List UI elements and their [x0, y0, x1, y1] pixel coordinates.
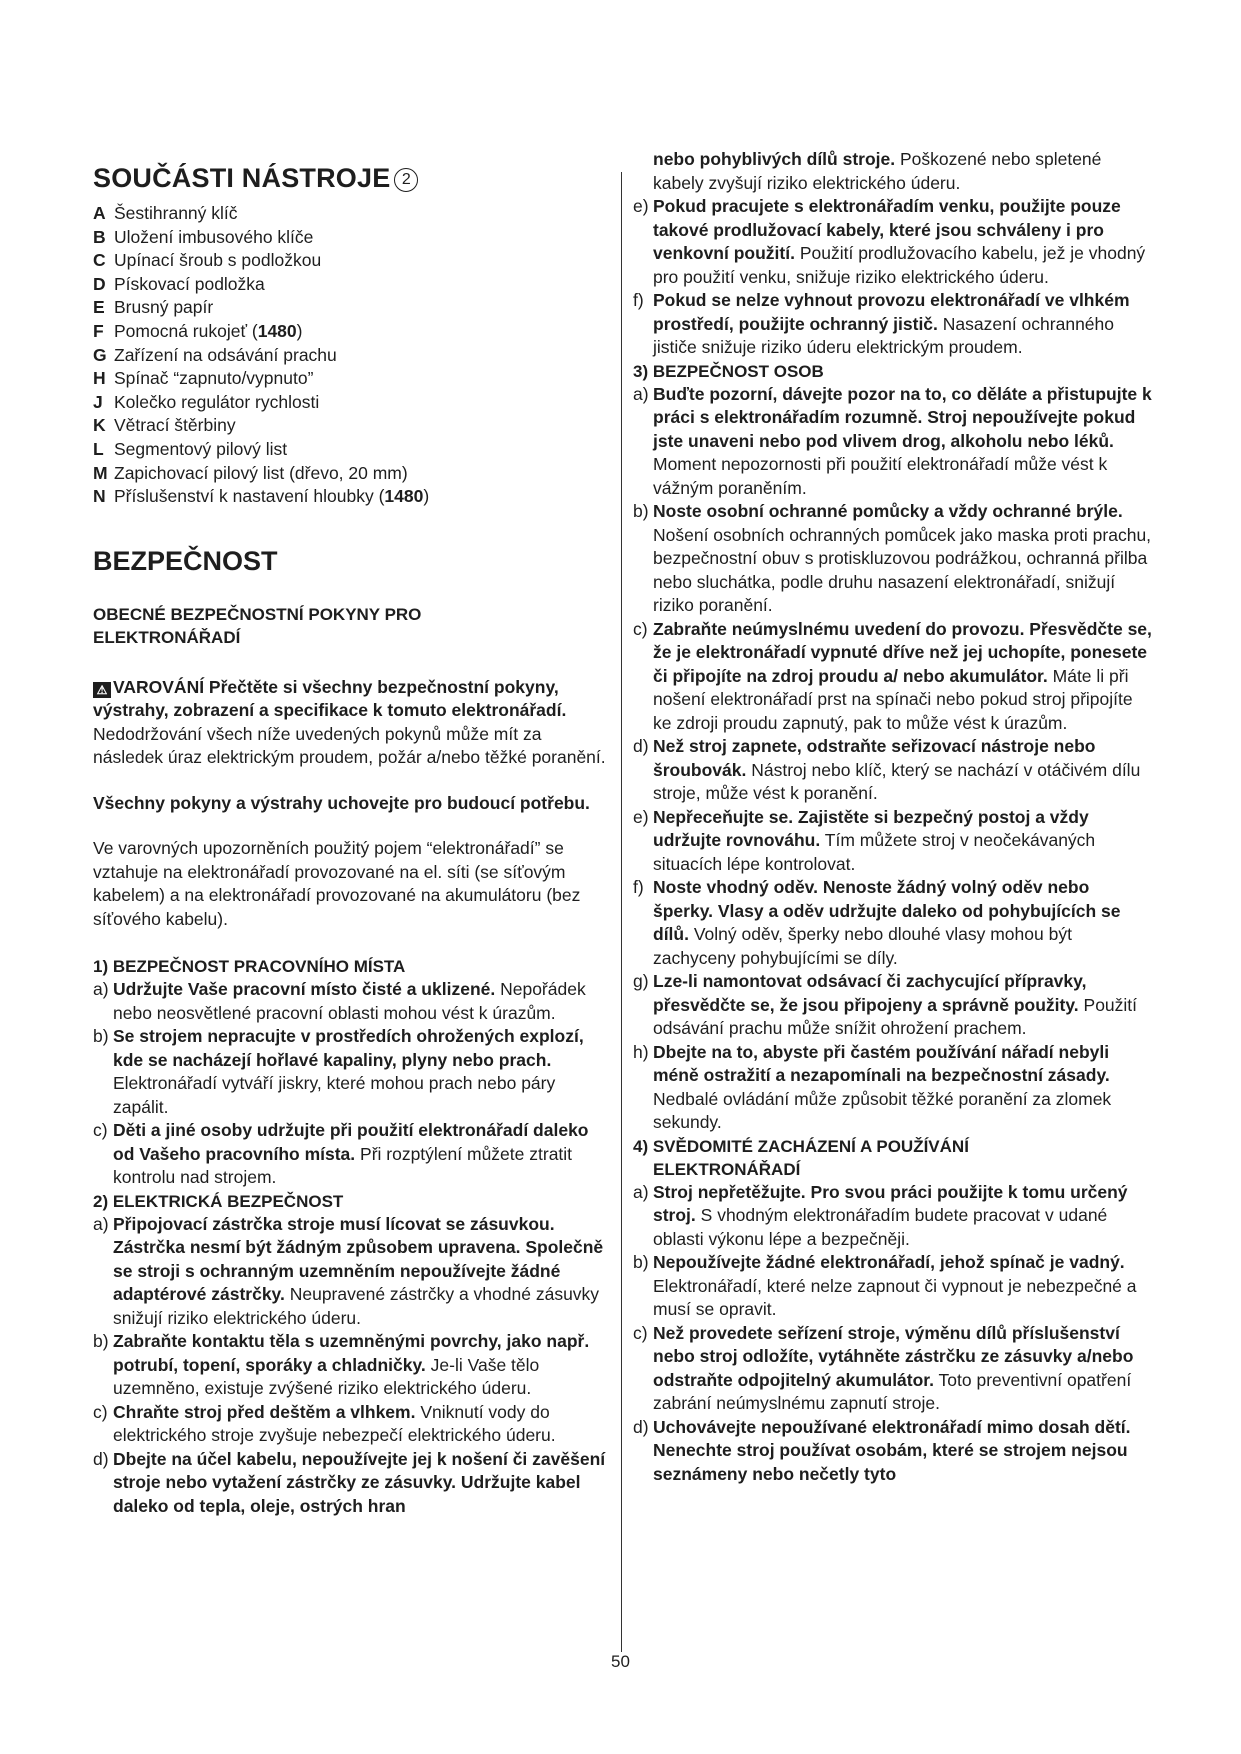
- safety-item: a) Připojovací zástrčka stroje musí lícovat se zásuvkou. Zástrčka nesmí být žádným způsobem upravena. Společně se stroji s ochranným uzemněním nepoužívejte žádné adaptérové zástrčky. Neupravené zástrčky a vhodné zásuvky snižují riziko elektrického úderu.: [93, 1213, 604, 1328]
- section-2-title: 2) ELEKTRICKÁ BEZPEČNOST: [93, 1191, 344, 1211]
- safety-item: c) Zabraňte neúmyslnému uvedení do provozu. Přesvědčte se, že je elektronářadí vypnuté dříve než jej uchopíte, ponesete či připojíte na zdroj proudu a/ nebo akumulátor. Máte li při nošení elektronářadí prst na spínači nebo pokud stroj připojíte ke zdroji proudu zapnutý, pak to může vést k úrazům.: [633, 618, 1152, 733]
- part-item: L Segmentový pilový list: [93, 438, 288, 459]
- section-2-items-continued: [633, 195, 1153, 360]
- part-item: B Uložení imbusového klíče: [93, 226, 314, 247]
- safety-item: a) Udržujte Vaše pracovní místo čisté a uklizené. Nepořádek nebo neosvětlené pracovní oblasti mohou vést k úrazům.: [93, 979, 586, 1023]
- section-1-title: 1) BEZPEČNOST PRACOVNÍHO MÍSTA: [93, 957, 406, 977]
- general-safety-subheading: OBECNÉ BEZPEČNOSTNÍ POKYNY PRO ELEKTRONÁŘADÍ: [93, 604, 422, 648]
- section-2-items: [93, 1213, 613, 1519]
- warning-paragraph: ⚠ VAROVÁNÍ Přečtěte si všechny bezpečnostní pokyny, výstrahy, zobrazení a specifikace k tomuto elektronářadí. Nedodržování všech níže uvedených pokynů může mít za následek úraz elektrickým proudem, požár a/nebo těžké poranění.: [93, 676, 606, 768]
- safety-item: d) Dbejte na účel kabelu, nepoužívejte jej k nošení či zavěšení stroje nebo vytažení zástrčky ze zásuvky. Udržujte kabel daleko od tepla, oleje, ostrých hran: [93, 1448, 606, 1516]
- part-item: J Kolečko regulátor rychlosti: [93, 391, 320, 412]
- column-divider: [621, 172, 622, 1652]
- parts-heading: SOUČÁSTI NÁSTROJE 2: [93, 162, 613, 194]
- left-column: [93, 162, 613, 1518]
- safety-item: d) Uchovávejte nepoužívané elektronářadí mimo dosah dětí. Nenechte stroj používat osobám, které se strojem nejsou seznámeny nebo nečetly tyto: [633, 1416, 1131, 1484]
- page-number: 50: [611, 1652, 630, 1671]
- safety-item: b) Zabraňte kontaktu těla s uzemněnými povrchy, jako např. potrubí, topení, sporáky a chladničky. Je-li Vaše tělo uzemněno, existuje zvýšené riziko elektrického úderu.: [93, 1331, 590, 1399]
- part-item: K Větrací štěrbiny: [93, 415, 236, 436]
- safety-item: d) Než stroj zapnete, odstraňte seřizovací nástroje nebo šroubovák. Nástroj nebo klíč, který se nachází v otáčivém dílu stroje, může vést k poranění.: [633, 736, 1141, 803]
- safety-item: g) Lze-li namontovat odsávací či zachycující přípravky, přesvědčte se, že jsou připojeny a správně použity. Použití odsávání prachu může snížit ohrožení prachem.: [633, 971, 1138, 1038]
- part-item: F Pomocná rukojeť (1480): [93, 320, 303, 341]
- part-item: D Pískovací podložka: [93, 273, 265, 294]
- safety-item: a) Stroj nepřetěžujte. Pro svou práci použijte k tomu určený stroj. S vhodným elektronářadím budete pracovat v udané oblasti výkonu lépe a bezpečněji.: [633, 1181, 1128, 1249]
- part-item: E Brusný papír: [93, 297, 214, 318]
- section-1-items: [93, 978, 613, 1190]
- warning-triangle-icon: ⚠: [93, 682, 111, 698]
- figure-ref-badge: 2: [394, 168, 418, 192]
- definition-paragraph: Ve varovných upozorněních použitý pojem “elektronářadí” se vztahuje na elektronářadí provozované na el. síti (se síťovým kabelem) a na elektronářadí provozované na akumulátoru (bez síťového kabelu).: [93, 838, 581, 929]
- right-column: [633, 148, 1153, 1486]
- safety-item: e) Pokud pracujete s elektronářadím venku, použijte pouze takové prodlužovací kabely, které jsou schváleny i pro venkovní použití. Použití prodlužovacího kabelu, jež je vhodný pro použití venku, snižuje riziko elektrického úderu.: [633, 196, 1146, 287]
- safety-item: h) Dbejte na to, abyste při častém používání nářadí nebyli méně ostražití a nezapomínali na bezpečnostní zásady. Nedbalé ovládání může způsobit těžké poranění za zlomek sekundy.: [633, 1041, 1112, 1132]
- part-item: C Upínací šroub s podložkou: [93, 250, 322, 271]
- safety-item: c) Chraňte stroj před deštěm a vlhkem. Vniknutí vody do elektrického stroje zvyšuje nebezpečí elektrického úderu.: [93, 1401, 556, 1446]
- keep-instructions-note: Všechny pokyny a výstrahy uchovejte pro budoucí potřebu.: [93, 792, 590, 813]
- part-item: G Zařízení na odsávání prachu: [93, 344, 337, 365]
- section-3-items: [633, 383, 1153, 1135]
- safety-item: b) Se strojem nepracujte v prostředích ohrožených explozí, kde se nacházejí hořlavé kapaliny, plyny nebo prach. Elektronářadí vytváří jiskry, které mohou prach nebo páry zapálit.: [93, 1026, 584, 1117]
- safety-item: c) Než provedete seřízení stroje, výměnu dílů příslušenství nebo stroj odložíte, vytáhněte zástrčku ze zásuvky a/nebo odstraňte odpojitelný akumulátor. Toto preventivní opatření zabrání neúmyslnému zapnutí stroje.: [633, 1322, 1134, 1413]
- part-item: H Spínač “zapnuto/vypnuto”: [93, 368, 314, 389]
- section-4-title: 4) SVĚDOMITÉ ZACHÁZENÍ A POUŽÍVÁNÍ ELEKTRONÁŘADÍ: [633, 1136, 969, 1179]
- safety-item: f) Pokud se nelze vyhnout provozu elektronářadí ve vlhkém prostředí, použijte ochranný jistič. Nasazení ochranného jističe snižuje riziko úderu elektrickým proudem.: [633, 290, 1130, 357]
- part-item: M Zapichovací pilový list (dřevo, 20 mm): [93, 462, 408, 483]
- part-item: N Příslušenství k nastavení hloubky (1480): [93, 486, 430, 507]
- safety-heading: BEZPEČNOST: [93, 545, 278, 576]
- safety-item: b) Noste osobní ochranné pomůcky a vždy ochranné brýle. Nošení osobních ochranných pomůcek jako maska proti prachu, bezpečnostní obuv s protiskluzovou podrážkou, ochranná přilba nebo sluchátka, podle druhu nasazení elektronářadí, snižují riziko poranění.: [633, 501, 1152, 615]
- safety-item: e) Nepřeceňujte se. Zajistěte si bezpečný postoj a vždy udržujte rovnováhu. Tím můžete stroj v neočekávaných situacích lépe kontrolovat.: [633, 806, 1096, 874]
- section-3-title: 3) BEZPEČNOST OSOB: [633, 361, 824, 381]
- safety-item: f) Noste vhodný oděv. Nenoste žádný volný oděv nebo šperky. Vlasy a oděv udržujte daleko od pohybujících se dílů. Volný oděv, šperky nebo dlouhé vlasy mohou být zachyceny pohybujícími se díly.: [633, 877, 1121, 968]
- safety-item: a) Buďte pozorní, dávejte pozor na to, co děláte a přistupujte k práci s elektronářadím rozumně. Stroj nepoužívejte pokud jste unaveni nebo pod vlivem drog, alkoholu nebo léků. Moment nepozornosti při použití elektronářadí může vést k vážným poraněním.: [633, 383, 1152, 498]
- parts-list: [93, 202, 613, 509]
- safety-item: c) Děti a jiné osoby udržujte při použití elektronářadí daleko od Vašeho pracovního místa. Při rozptýlení můžete ztratit kontrolu nad strojem.: [93, 1120, 589, 1188]
- continued-item-text: nebo pohyblivých dílů stroje. Poškozené nebo spletené kabely zvyšují riziko elektrického úderu.: [653, 149, 1102, 193]
- part-item: A Šestihranný klíč: [93, 203, 238, 223]
- section-4-items: [633, 1181, 1153, 1487]
- safety-item: b) Nepoužívejte žádné elektronářadí, jehož spínač je vadný. Elektronářadí, které nelze zapnout či vypnout je nebezpečné a musí se opravit.: [633, 1252, 1137, 1319]
